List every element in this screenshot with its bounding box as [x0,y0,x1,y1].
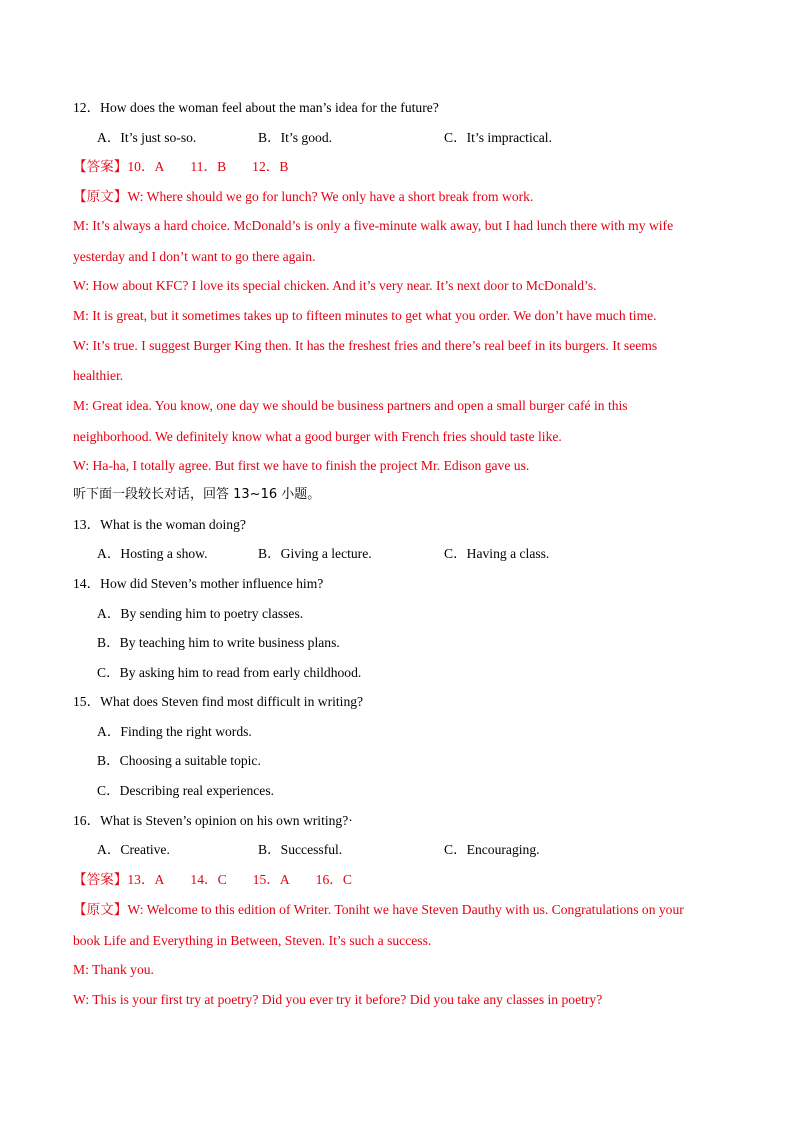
question-13: 13．What is the woman doing? [73,517,246,532]
transcript-2-line-1 [73,901,684,919]
transcript-text: W: Where should we go for lunch? We only have a short break from work. [127,189,534,204]
question-14: 14．How did Steven’s mother influence him? [73,576,324,591]
question-15: 15．What does Steven find most difficult in writing? [73,694,364,709]
transcript-1-line-8: M: Great idea. You know, one day we should be business partners and open a small burger café in this [73,398,628,413]
transcript-1-line-4: W: How about KFC? I love its special chicken. And it’s very near. It’s next door to McDonald’s. [73,278,597,293]
answer-label: 【答案】 [73,872,128,887]
question-12: 12．How does the woman feel about the man’s idea for the future? [73,100,439,115]
answer-line-2 [73,871,352,889]
transcript-1-line-7: healthier. [73,368,124,383]
answer-14: 14．C [190,872,227,887]
transcript-1-line-1 [73,188,533,206]
transcript-1-line-6: W: It’s true. I suggest Burger King then. It has the freshest fries and there’s real beef in its burgers. It seems [73,338,658,353]
transcript-1-line-5: M: It is great, but it sometimes takes up to fifteen minutes to get what you order. We don’t have much time. [73,308,657,323]
answer-13: 13．A [127,872,165,887]
transcript-2-line-2: book Life and Everything in Between, Steven. It’s such a success. [73,933,432,948]
answer-label: 【答案】 [73,159,128,174]
q12-option-c: C．It’s impractical. [444,130,552,145]
transcript-text: W: Welcome to this edition of Writer. Toniht we have Steven Dauthy with us. Congratulations on your [127,902,684,917]
q15-option-b: B．Choosing a suitable topic. [97,753,261,768]
answer-line-1 [73,158,288,176]
q16-option-c: C．Encouraging. [444,842,540,857]
transcript-1-line-9: neighborhood. We definitely know what a good burger with French fries should taste like. [73,429,562,444]
q13-option-a: A．Hosting a show. [97,546,208,561]
q15-option-a: A．Finding the right words. [97,724,252,739]
transcript-2-line-4: W: This is your first try at poetry? Did you ever try it before? Did you take any classes in poetry? [73,992,603,1007]
q12-option-b: B．It’s good. [258,130,333,145]
transcript-2-line-3: M: Thank you. [73,962,154,977]
q15-option-c: C．Describing real experiences. [97,783,275,798]
answer-15: 15．A [252,872,290,887]
transcript-label: 【原文】 [73,189,128,204]
q16-option-a: A．Creative. [97,842,170,857]
question-16: 16．What is Steven’s opinion on his own writing?· [73,813,353,828]
answer-16: 16．C [315,872,352,887]
q14-option-b: B．By teaching him to write business plans. [97,635,340,650]
transcript-1-line-10: W: Ha-ha, I totally agree. But first we have to finish the project Mr. Edison gave us. [73,458,530,473]
q13-option-c: C．Having a class. [444,546,550,561]
q12-option-a: A．It’s just so-so. [97,130,197,145]
answer-12: 12．B [252,159,289,174]
q13-option-b: B．Giving a lecture. [258,546,372,561]
answer-11: 11．B [190,159,227,174]
answer-10: 10．A [127,159,165,174]
transcript-label: 【原文】 [73,902,128,917]
transcript-1-line-2: M: It’s always a hard choice. McDonald’s is only a five-minute walk away, but I had lunch there with my wife [73,218,674,233]
q16-option-b: B．Successful. [258,842,343,857]
q14-option-c: C．By asking him to read from early childhood. [97,665,362,680]
q14-option-a: A．By sending him to poetry classes. [97,606,304,621]
transcript-1-line-3: yesterday and I don’t want to go there again. [73,249,316,264]
listening-instruction: 听下面一段较长对话，回答 13~16 小题。 [73,487,321,502]
